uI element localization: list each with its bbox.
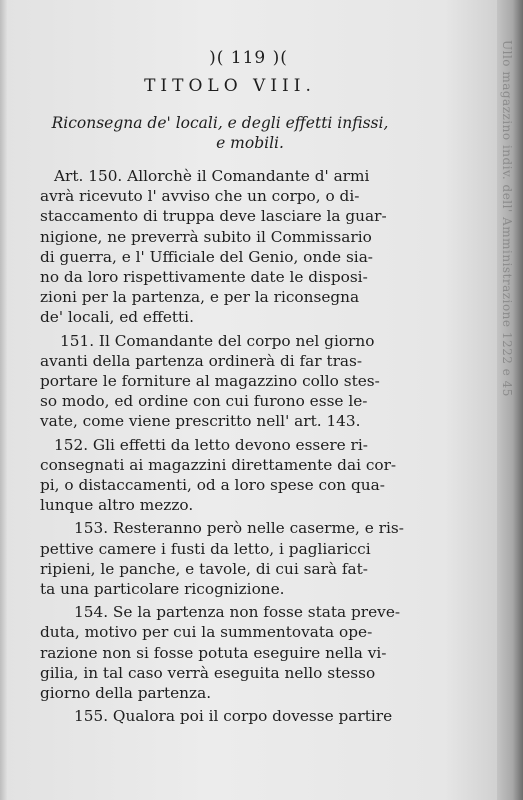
text-line: 154. Se la partenza non fosse stata preve- [74,603,401,622]
facing-page-edge [497,0,523,800]
text-line: lunque altro mezzo. [40,496,194,515]
text-line: ta una particolare ricognizione. [40,580,285,599]
text-line: portare le forniture al magazzino collo stes- [40,372,380,391]
text-line: razione non si fosse potuta eseguire nella vi- [40,643,387,662]
text-line: no da loro rispettivamente date le disposi- [40,268,368,287]
text-line: 152. Gli effetti da letto devono essere ri- [54,435,368,454]
article-155 [40,706,400,726]
article-153 [40,518,404,599]
text-line: pettive camere i fusti da letto, i pagliaricci [40,539,371,558]
page-gutter [0,0,8,800]
text-line: ripieni, le panche, e tavole, di cui sarà fat- [40,559,368,578]
subtitle-line-1: Riconsegna de' locali, e degli effetti infissi, [51,114,389,132]
article-154 [40,602,400,703]
text-line: 153. Resteranno però nelle caserme, e ris- [74,519,404,538]
chapter-title: TITOLO VIII. [144,76,316,96]
text-line: 155. Qualora poi il corpo dovesse partire [74,707,393,726]
text-line: gilia, in tal caso verrà eseguita nello stesso [40,663,376,682]
text-line: avanti della partenza ordinerà di far tras- [40,351,363,370]
subtitle-line-2: e mobili. [216,134,284,152]
text-line: de' locali, ed effetti. [40,308,194,327]
text-line: consegnati ai magazzini direttamente dai cor- [40,455,397,474]
body-text [40,166,404,729]
text-line: duta, motivo per cui la summentovata ope- [40,623,373,642]
page-number: )( 119 )( [209,48,288,68]
text-line: avrà ricevuto l' avviso che un corpo, o di- [40,187,360,206]
text-line: 151. Il Comandante del corpo nel giorno [60,331,375,350]
text-line: staccamento di truppa deve lasciare la guar- [40,207,387,226]
article-152 [40,435,400,516]
text-line: giorno della partenza. [40,684,212,703]
text-line: nigione, ne preverrà subito il Commissario [40,227,372,246]
text-line: pi, o distaccamenti, od a loro spese con qua- [40,476,385,495]
text-line: di guerra, e l' Ufficiale del Genio, onde sia- [40,247,373,266]
text-line: vate, come viene prescritto nell' art. 143. [40,412,361,431]
bleed-through-text: Ullo magazzino indiv. dell' Amministrazione 1222 e 45 [500,40,514,397]
text-line: so modo, ed ordine con cui furono esse le- [40,392,368,411]
text-line: zioni per la partenza, e per la riconsegna [40,288,360,307]
chapter-subtitle [40,113,400,153]
article-151 [40,331,400,432]
text-line: Art. 150. Allorchè il Comandante d' armi [54,167,370,185]
article-150 [40,166,400,328]
